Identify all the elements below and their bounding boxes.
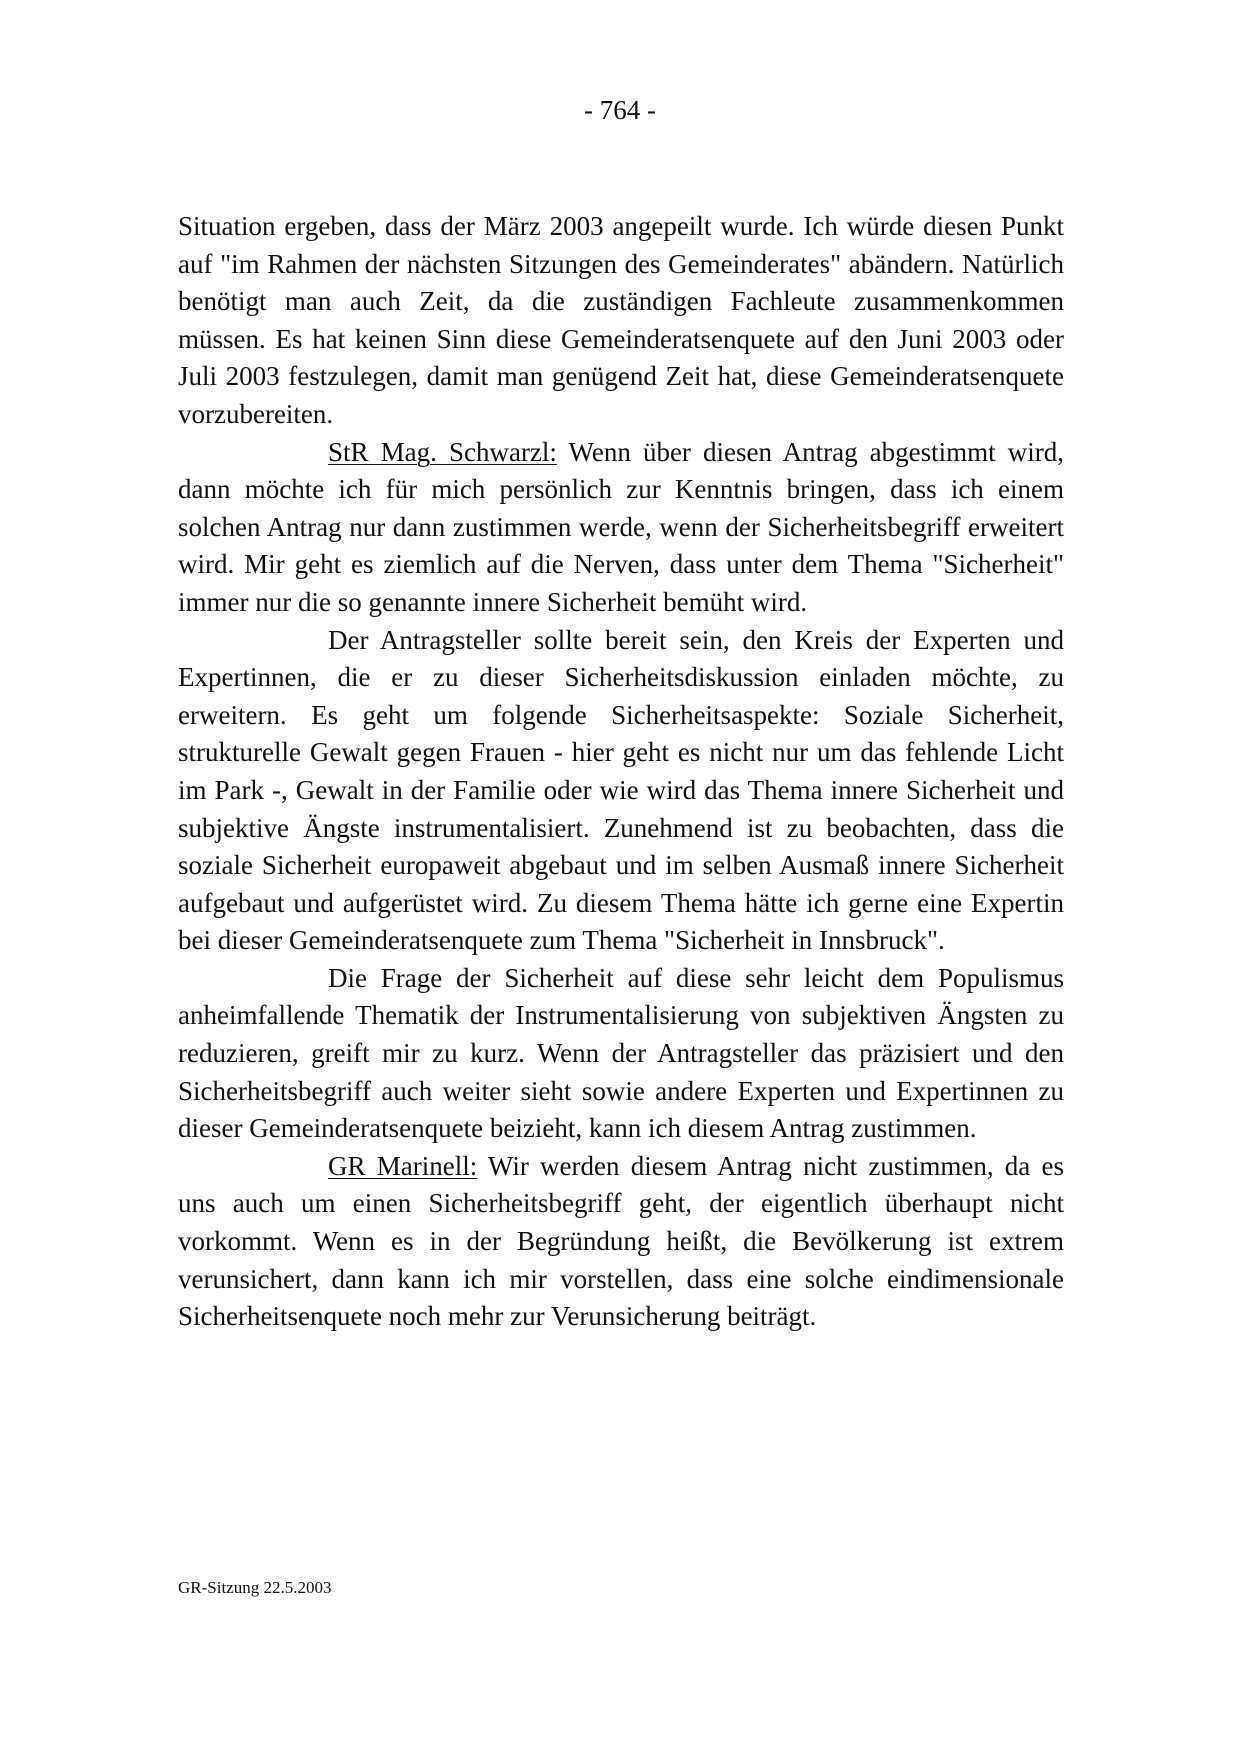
paragraph-text: Der Antragsteller sollte bereit sein, den Kreis der Experten und Expertinnen, die er zu dieser Sicherheitsdiskussion einladen möchte, zu erweitern. Es geht um folgende Sicherheitsaspekte: Soziale Sicherheit, strukturelle Gewalt gegen Frauen - hier geht es nicht nur um das fehlende Licht im Park -, Gewalt in der Familie oder wie wird das Thema innere Sicherheit und subjektive Ängste instrumentalisiert. Zunehmend ist zu beobachten, dass die soziale Sicherheit europaweit abgebaut und im selben Ausmaß innere Sicherheit aufgebaut und aufgerüstet wird. Zu diesem Thema hätte ich gerne eine Expertin bei dieser Gemeinderatsenquete zum Thema "Sicherheit in Innsbruck". (178, 624, 1064, 956)
paragraph (178, 1148, 1064, 1336)
paragraph-text: Wenn über diesen Antrag abgestimmt wird, dann möchte ich für mich persönlich zur Kenntnis bringen, dass ich einem solchen Antrag nur dann zustimmen werde, wenn der Sicherheitsbegriff erweitert wird. Mir geht es ziemlich auf die Nerven, dass unter dem Thema "Sicherheit" immer nur die so genannte innere Sicherheit bemüht wird. (178, 436, 1065, 617)
speaker-name: StR Mag. Schwarzl: (328, 436, 557, 467)
paragraph (178, 208, 1064, 434)
paragraph-text: Wir werden diesem Antrag nicht zustimmen, da es uns auch um einen Sicherheitsbegriff geht, der eigentlich überhaupt nicht vorkommt. Wenn es in der Begründung heißt, die Bevölkerung ist extrem verunsichert, dann kann ich mir vorstellen, dass eine solche eindimensionale Sicherheitsenquete noch mehr zur Verunsicherung beiträgt. (178, 1150, 1064, 1332)
speaker-name: GR Marinell: (328, 1150, 478, 1181)
page-number: - 764 - (584, 95, 656, 125)
paragraph (178, 622, 1064, 960)
paragraph (178, 434, 1064, 622)
paragraph-text: Situation ergeben, dass der März 2003 angepeilt wurde. Ich würde diesen Punkt auf "im Rahmen der nächsten Sitzungen des Gemeinderates" abändern. Natürlich benötigt man auch Zeit, da die zuständigen Fachleute zusammenkommen müssen. Es hat keinen Sinn diese Gemeinderatsenquete auf den Juni 2003 oder Juli 2003 festzulegen, damit man genügend Zeit hat, diese Gemeinderatsenquete vorzubereiten. (178, 211, 1064, 429)
document-body (178, 208, 1064, 1336)
paragraph-text: Die Frage der Sicherheit auf diese sehr leicht dem Populismus anheimfallende Thematik der Instrumentalisierung von subjektiven Ängsten zu reduzieren, greift mir zu kurz. Wenn der Antragsteller das präzisiert und den Sicherheitsbegriff auch weiter sieht sowie andere Experten und Expertinnen zu dieser Gemeinderatsenquete beizieht, kann ich diesem Antrag zustimmen. (178, 962, 1064, 1144)
footer-session-date: GR-Sitzung 22.5.2003 (178, 1578, 332, 1597)
paragraph (178, 960, 1064, 1148)
